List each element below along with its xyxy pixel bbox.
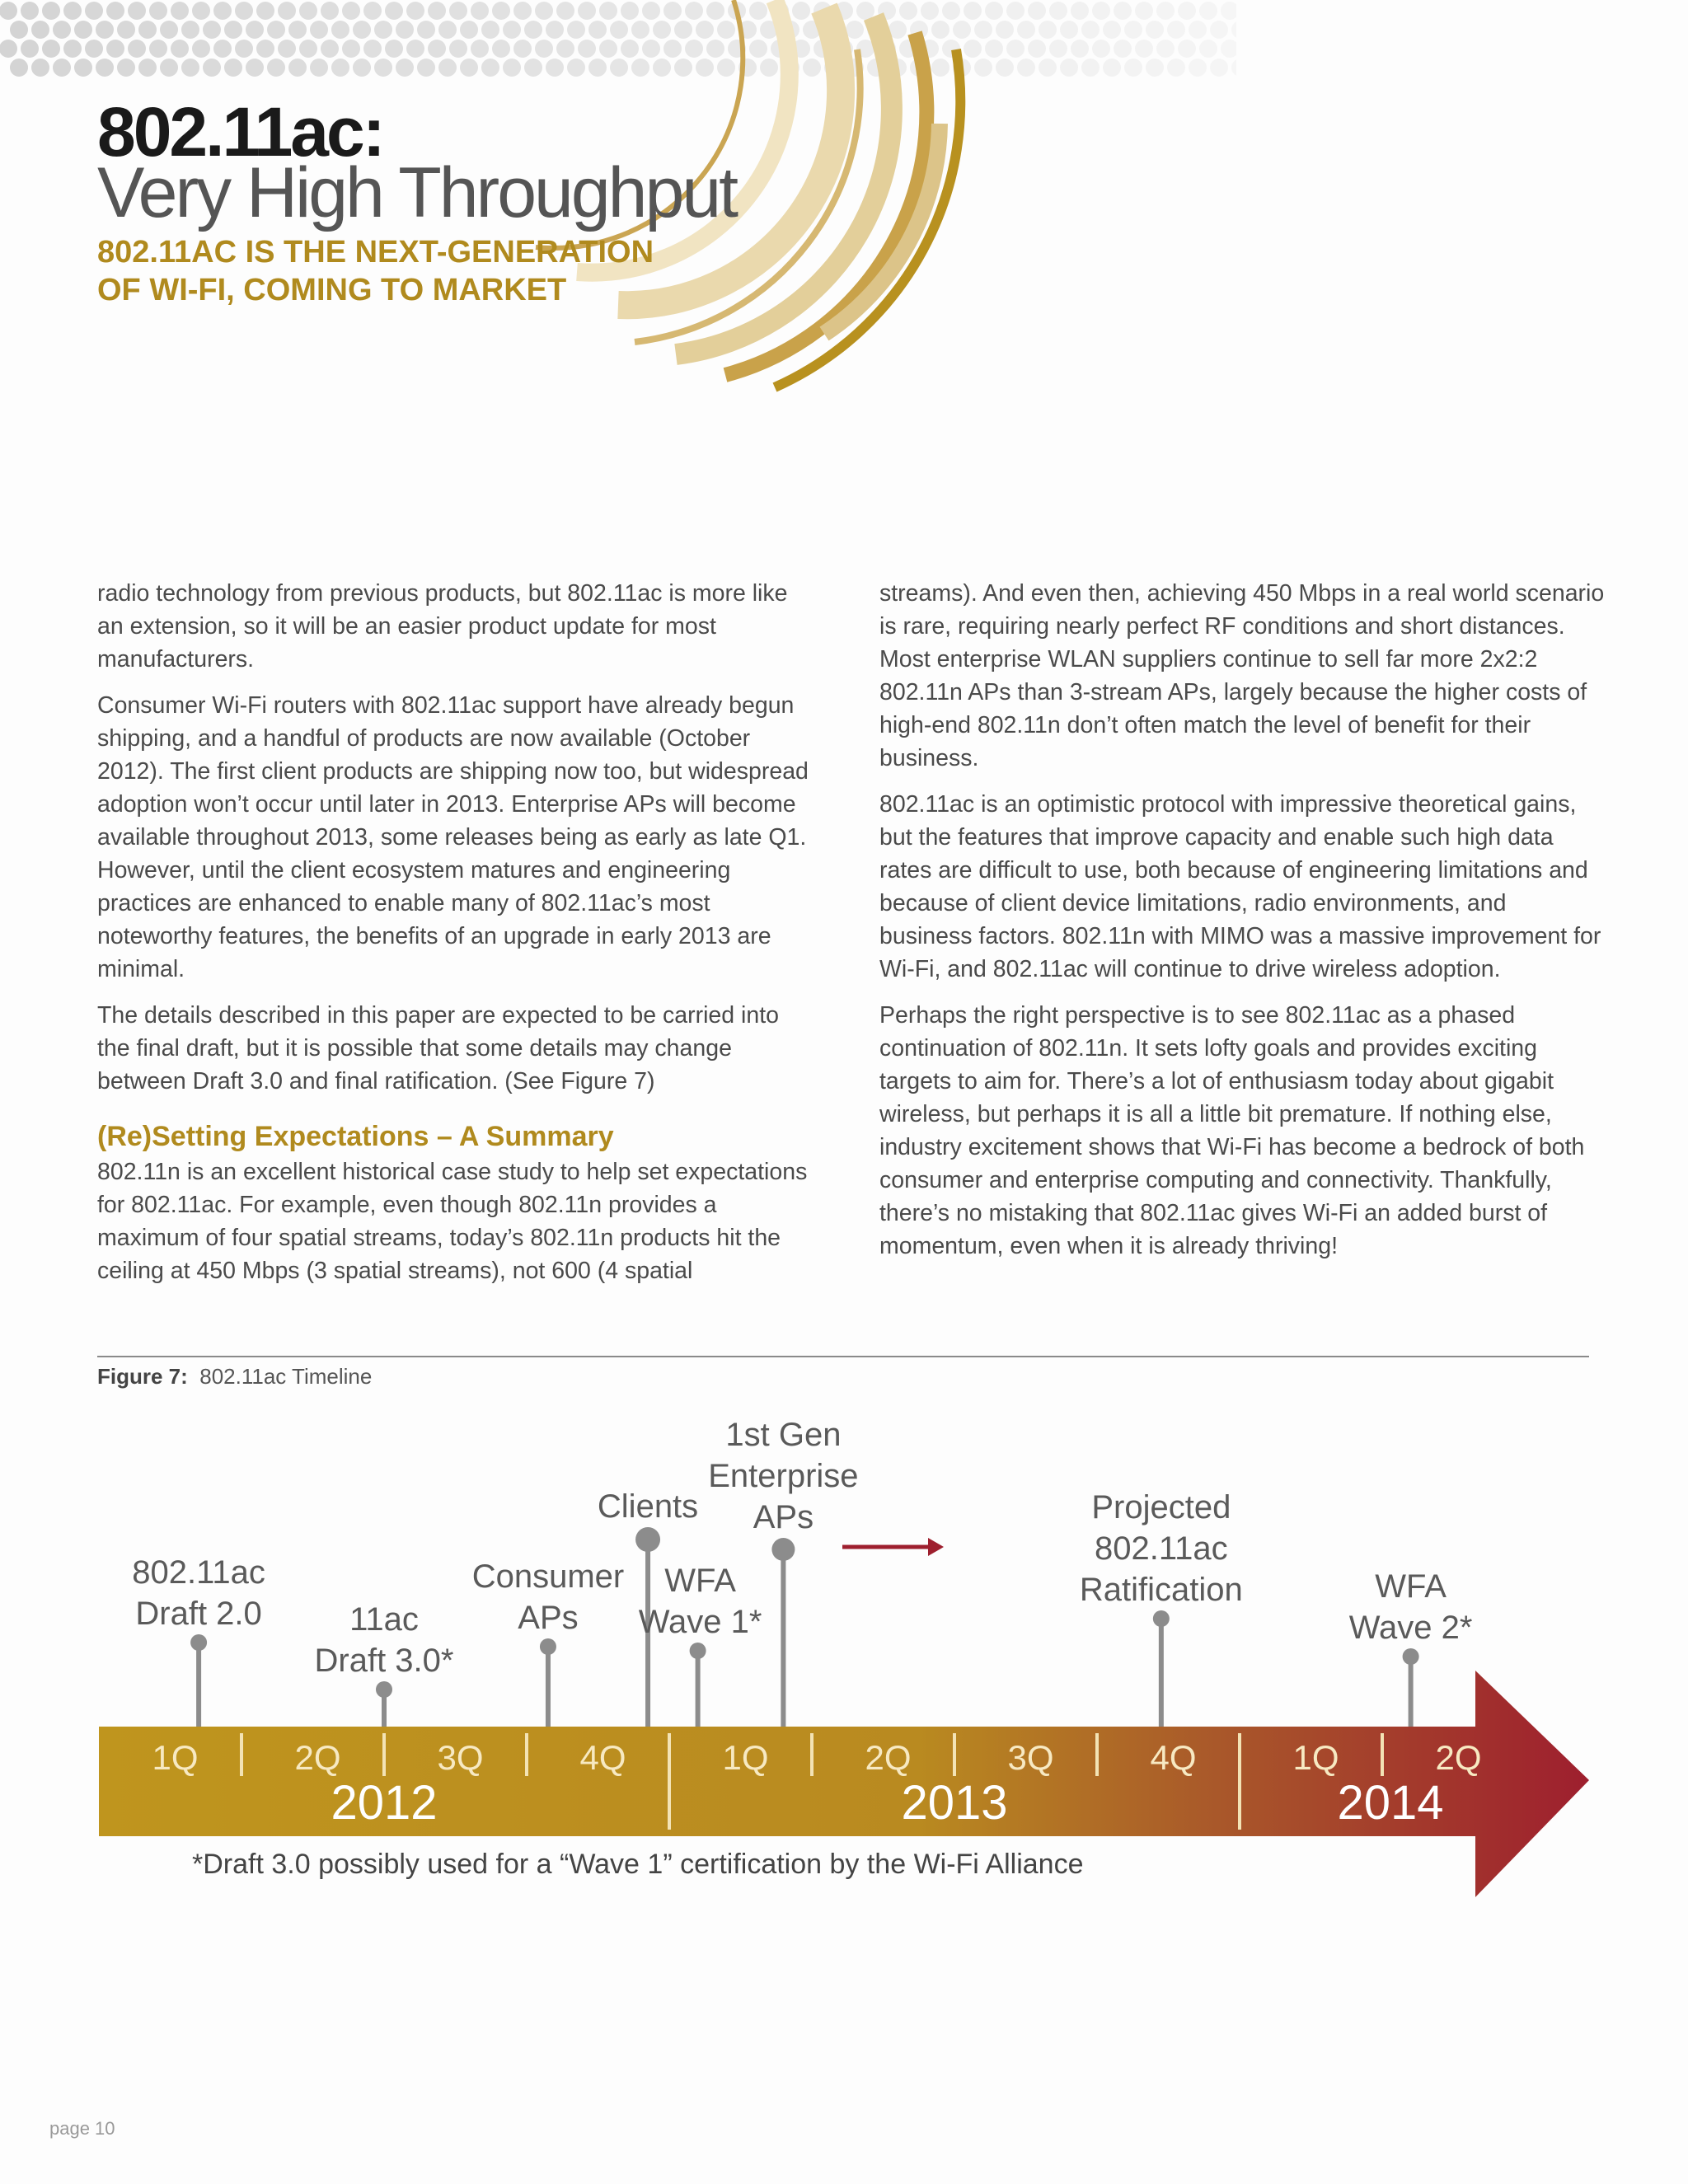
pattern-dot (256, 2, 274, 20)
pattern-dot (1006, 2, 1025, 20)
pattern-dot (417, 21, 435, 39)
quarter-label: 4Q (579, 1738, 626, 1777)
pattern-dot (1114, 40, 1132, 58)
milestone-label: Enterprise (708, 1458, 859, 1494)
pattern-dot (1156, 2, 1175, 20)
milestone-label: Ratification (1079, 1572, 1243, 1608)
pattern-dot (1231, 21, 1236, 39)
right-column (879, 577, 1605, 1276)
figure-divider (97, 1356, 1589, 1357)
pattern-dot (1189, 21, 1207, 39)
pattern-dot (106, 40, 124, 58)
milestone-label: Projected (1091, 1489, 1231, 1526)
pattern-dot (74, 21, 92, 39)
section-subtitle (97, 233, 654, 309)
left-column (97, 577, 814, 1301)
milestone-pin-head (771, 1538, 795, 1561)
year-label: 2013 (901, 1776, 1008, 1830)
pattern-dot (310, 59, 328, 77)
pattern-dot (246, 59, 264, 77)
pattern-dot (235, 40, 253, 58)
milestone-label: Wave 1* (638, 1604, 762, 1640)
milestone-label: 802.11ac (132, 1554, 265, 1591)
paragraph: Consumer Wi-Fi routers with 802.11ac support have already begun shipping, and a handful of products are now available (October 2012). The first client products are shipping now too, but widespread adoption won’t occur until later in 2013. Enterprise APs will become available throughout 2013, some releases being as early as late Q1. However, until the client ecosystem matures and engineering practices are enhanced to enable many of 802.11ac’s most noteworthy features, the benefits of an upgrade in early 2013 are minimal. (97, 692, 809, 982)
pattern-dot (1039, 59, 1057, 77)
pattern-dot (267, 21, 285, 39)
section-heading: (Re)Setting Expectations – A Summary (97, 1121, 614, 1152)
milestone-pin-head (376, 1681, 392, 1698)
milestone-label: 11ac (349, 1601, 419, 1638)
figure-caption-text: 802.11ac Timeline (199, 1364, 373, 1389)
pattern-dot (192, 2, 210, 20)
pattern-dot (428, 2, 446, 20)
pattern-dot (203, 21, 221, 39)
pattern-dot (106, 2, 124, 20)
pattern-dot (503, 59, 521, 77)
milestone-label: APs (518, 1600, 579, 1636)
quarter-label: 2Q (1435, 1738, 1482, 1777)
pattern-dot (10, 59, 28, 77)
pattern-dot (1071, 2, 1089, 20)
milestone-label: 1st Gen (725, 1417, 842, 1453)
milestone-pin-head (190, 1634, 207, 1651)
pattern-dot (1114, 2, 1132, 20)
year-label: 2014 (1337, 1776, 1444, 1830)
pattern-dot (460, 21, 478, 39)
pattern-dot (1221, 40, 1236, 58)
pattern-dot (1210, 59, 1228, 77)
pattern-dot (213, 40, 232, 58)
quarter-label: 1Q (152, 1738, 199, 1777)
quarter-label: 2Q (865, 1738, 912, 1777)
pattern-dot (1167, 21, 1185, 39)
pattern-dot (1178, 2, 1196, 20)
pattern-dot (1178, 40, 1196, 58)
pattern-dot (203, 59, 221, 77)
pattern-dot (267, 59, 285, 77)
pattern-dot (278, 40, 296, 58)
pattern-dot (406, 40, 424, 58)
milestone-label: Wave 2* (1348, 1610, 1473, 1646)
pattern-dot (342, 40, 360, 58)
timeline-figure (0, 1393, 1688, 1904)
pattern-dot (363, 2, 382, 20)
pattern-dot (1103, 21, 1121, 39)
quarter-label: 3Q (437, 1738, 484, 1777)
milestone-label: WFA (664, 1563, 736, 1599)
page-title-secondary: Very High Throughput (97, 153, 737, 232)
pattern-dot (1199, 2, 1217, 20)
pattern-dot (171, 2, 189, 20)
pattern-dot (1060, 21, 1078, 39)
pattern-dot (438, 59, 457, 77)
pattern-dot (63, 2, 82, 20)
milestone-pin-head (540, 1638, 556, 1655)
pattern-dot (213, 2, 232, 20)
pattern-dot (396, 21, 414, 39)
pattern-dot (1081, 21, 1100, 39)
pattern-dot (1017, 59, 1035, 77)
milestone-pin-head (1403, 1648, 1419, 1665)
pattern-dot (149, 40, 167, 58)
pattern-dot (481, 59, 499, 77)
pattern-dot (1049, 40, 1067, 58)
pattern-dot (1039, 21, 1057, 39)
pattern-dot (181, 21, 199, 39)
pattern-dot (1028, 40, 1046, 58)
pattern-dot (342, 2, 360, 20)
pattern-dot (224, 21, 242, 39)
pattern-dot (1156, 40, 1175, 58)
milestone-pin-head (635, 1527, 660, 1552)
milestone-label: WFA (1375, 1568, 1447, 1605)
pattern-dot (1006, 40, 1025, 58)
pattern-dot (449, 2, 467, 20)
pattern-dot (353, 21, 371, 39)
pattern-dot (1135, 2, 1153, 20)
pattern-dot (160, 21, 178, 39)
pattern-dot (74, 59, 92, 77)
pattern-dot (449, 40, 467, 58)
pattern-dot (21, 40, 39, 58)
pattern-dot (85, 40, 103, 58)
milestone-label: Clients (597, 1488, 699, 1525)
pattern-dot (471, 40, 489, 58)
pattern-dot (138, 59, 157, 77)
pattern-dot (21, 2, 39, 20)
pattern-dot (492, 2, 510, 20)
pattern-dot (396, 59, 414, 77)
pattern-dot (1071, 40, 1089, 58)
pattern-dot (1028, 2, 1046, 20)
pattern-dot (85, 2, 103, 20)
pattern-dot (117, 21, 135, 39)
pattern-dot (63, 40, 82, 58)
pattern-dot (1135, 40, 1153, 58)
pattern-dot (1017, 21, 1035, 39)
pattern-dot (288, 21, 307, 39)
quarter-label: 1Q (1292, 1738, 1339, 1777)
pattern-dot (1221, 2, 1236, 20)
milestone-pin-head (1153, 1610, 1170, 1627)
pattern-dot (299, 2, 317, 20)
quarter-label: 3Q (1007, 1738, 1054, 1777)
pattern-dot (288, 59, 307, 77)
pattern-dot (406, 2, 424, 20)
pattern-dot (246, 21, 264, 39)
pattern-dot (171, 40, 189, 58)
pattern-dot (996, 21, 1014, 39)
pattern-dot (1049, 2, 1067, 20)
milestone-label: APs (753, 1499, 814, 1535)
pattern-dot (438, 21, 457, 39)
pattern-dot (1199, 40, 1217, 58)
pattern-dot (117, 59, 135, 77)
pattern-dot (1231, 59, 1236, 77)
pattern-dot (1081, 59, 1100, 77)
paragraph: streams). And even then, achieving 450 Mbps in a real world scenario is rare, requiring nearly perfect RF conditions and short distances. Most enterprise WLAN suppliers continue to sell far more 2x2:2 802.11n APs than 3-stream APs, largely because the higher costs of high-end 802.11n don’t often match the level of benefit for their business. (879, 580, 1605, 771)
figure-caption (97, 1364, 372, 1390)
pattern-dot (1124, 59, 1142, 77)
subtitle-line-1: 802.11AC IS THE NEXT-GENERATION (97, 235, 654, 269)
pattern-dot (192, 40, 210, 58)
pattern-dot (417, 59, 435, 77)
pattern-dot (1124, 21, 1142, 39)
milestone-pin-head (690, 1643, 706, 1659)
pattern-dot (149, 2, 167, 20)
pattern-dot (1146, 59, 1164, 77)
paragraph: Perhaps the right perspective is to see 802.11ac as a phased continuation of 802.11n. It sets lofty goals and provides exciting targets to aim for. There’s a lot of enthusiasm today about gigabit wireless, but perhaps it is all a little bit premature. If nothing else, industry excitement shows that Wi-Fi has become a bedrock of both consumer and enterprise computing and connectivity. Thankfully, there’s no mistaking that 802.11ac gives Wi-Fi an added burst of momentum, even when it is already thriving! (879, 1002, 1585, 1259)
pattern-dot (10, 21, 28, 39)
pattern-dot (1189, 59, 1207, 77)
pattern-dot (321, 40, 339, 58)
pattern-dot (1103, 59, 1121, 77)
pattern-dot (1167, 59, 1185, 77)
pattern-dot (374, 21, 392, 39)
pattern-dot (1092, 40, 1110, 58)
pattern-dot (331, 59, 349, 77)
pattern-dot (503, 21, 521, 39)
pattern-dot (31, 21, 49, 39)
page-title: 802.11ac: (97, 93, 383, 171)
paragraph: 802.11ac is an optimistic protocol with impressive theoretical gains, but the features that improve capacity and enable such high data rates are difficult to use, both because of engineering limitations and because of client device limitations, radio environments, and business factors. 802.11n with MIMO was a massive improvement for Wi-Fi, and 802.11ac will continue to drive wireless adoption. (879, 791, 1601, 982)
pattern-dot (460, 59, 478, 77)
milestone-label: Draft 3.0* (314, 1643, 454, 1679)
pattern-dot (128, 40, 146, 58)
pattern-dot (996, 59, 1014, 77)
pattern-dot (1060, 59, 1078, 77)
figure-footnote: *Draft 3.0 possibly used for a “Wave 1” certification by the Wi-Fi Alliance (192, 1849, 1084, 1880)
milestone-label: 802.11ac (1095, 1530, 1228, 1567)
pattern-dot (1092, 2, 1110, 20)
pattern-dot (492, 40, 510, 58)
pattern-dot (96, 21, 114, 39)
pattern-dot (321, 2, 339, 20)
pattern-dot (428, 40, 446, 58)
page-number: page 10 (49, 2118, 115, 2139)
pattern-dot (385, 2, 403, 20)
pattern-dot (363, 40, 382, 58)
pattern-dot (53, 21, 71, 39)
pattern-dot (31, 59, 49, 77)
quarter-label: 1Q (722, 1738, 769, 1777)
pattern-dot (160, 59, 178, 77)
pattern-dot (481, 21, 499, 39)
quarter-label: 4Q (1150, 1738, 1197, 1777)
pattern-dot (42, 2, 60, 20)
pattern-dot (310, 21, 328, 39)
pattern-dot (0, 2, 17, 20)
pattern-dot (299, 40, 317, 58)
pattern-dot (256, 40, 274, 58)
milestone-label: Draft 2.0 (135, 1596, 262, 1632)
pattern-dot (181, 59, 199, 77)
pattern-dot (138, 21, 157, 39)
pattern-dot (374, 59, 392, 77)
pattern-dot (224, 59, 242, 77)
pattern-dot (235, 2, 253, 20)
enterprise-arrow-head (928, 1538, 944, 1556)
milestone-label: Consumer (471, 1558, 625, 1595)
figure-label: Figure 7: (97, 1364, 188, 1389)
pattern-dot (96, 59, 114, 77)
pattern-dot (353, 59, 371, 77)
paragraph: The details described in this paper are expected to be carried into the final draft, but it is possible that some details may change between Draft 3.0 and final ratification. (See Figure 7) (97, 1002, 779, 1094)
pattern-dot (0, 40, 17, 58)
subtitle-line-2: OF WI-FI, COMING TO MARKET (97, 273, 567, 307)
pattern-dot (1146, 21, 1164, 39)
pattern-dot (331, 21, 349, 39)
pattern-dot (471, 2, 489, 20)
pattern-dot (278, 2, 296, 20)
year-label: 2012 (331, 1776, 438, 1830)
pattern-dot (128, 2, 146, 20)
paragraph: radio technology from previous products, but 802.11ac is more like an extension, so it will be an easier product update for most manufacturers. (97, 580, 788, 673)
quarter-label: 2Q (294, 1738, 341, 1777)
pattern-dot (1210, 21, 1228, 39)
pattern-dot (53, 59, 71, 77)
pattern-dot (42, 40, 60, 58)
pattern-dot (385, 40, 403, 58)
paragraph: 802.11n is an excellent historical case study to help set expectations for 802.11ac. For example, even though 802.11n provides a maximum of four spatial streams, today’s 802.11n products hit the ceiling at 450 Mbps (3 spatial streams), not 600 (4 spatial (97, 1159, 808, 1284)
